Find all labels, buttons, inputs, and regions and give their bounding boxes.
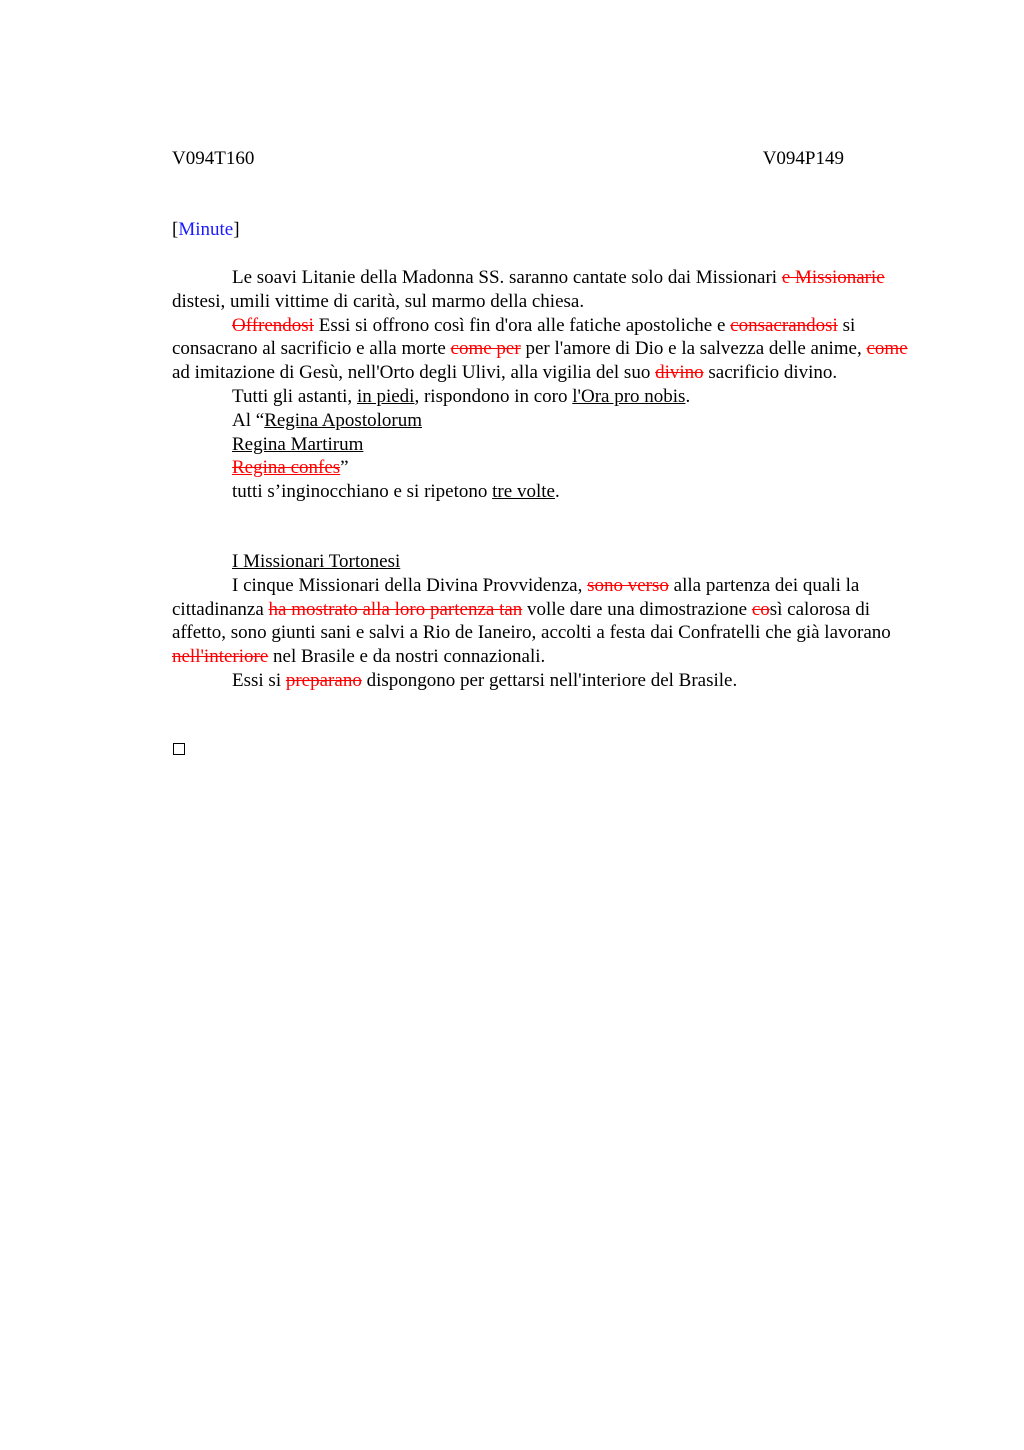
- deleted-text: co: [751, 598, 770, 620]
- litany-line-1: [172, 409, 924, 433]
- text-run: sì calorosa di affetto, sono giunti sani e salvi a Rio de Ianeiro, accolti a festa dai Confratelli che già lavorano: [172, 598, 891, 644]
- underlined-text: in piedi: [356, 385, 415, 407]
- document-code-left: V094T160: [172, 148, 255, 169]
- page-header: [172, 147, 844, 171]
- text-run: Le soavi Litanie della Madonna SS. saranno cantate solo dai Missionari: [232, 267, 782, 288]
- text-run: per l'amore di Dio e la salvezza delle anime,: [520, 338, 867, 360]
- checkbox-square-icon: [173, 743, 185, 755]
- text-run: I cinque Missionari della Divina Provvidenza,: [232, 574, 588, 596]
- document-body: [172, 266, 924, 693]
- minute-bracket-open: [: [172, 219, 179, 240]
- paragraph-brasil: [172, 669, 924, 693]
- paragraph-offering: [172, 314, 924, 385]
- text-run: .: [554, 481, 560, 503]
- underlined-text: Regina Apostolorum: [264, 409, 422, 431]
- text-run: volle dare una dimostrazione: [522, 598, 752, 620]
- deleted-text: nell'interiore: [172, 646, 269, 668]
- minute-link[interactable]: Minute: [178, 219, 234, 240]
- text-run: dispongono per gettarsi nell'interiore del Brasile.: [361, 669, 738, 691]
- underlined-text: l'Ora pro nobis: [572, 385, 686, 407]
- deleted-text: sono verso: [587, 574, 669, 596]
- section-spacer: [172, 504, 924, 550]
- deleted-text: come: [866, 338, 908, 360]
- paragraph-litanies: [172, 266, 924, 314]
- text-run: Tutti gli astanti,: [232, 385, 357, 407]
- text-run: si consacrano al sacrificio e alla morte: [172, 314, 856, 360]
- text-run: tutti s’inginocchiano e si ripetono: [232, 481, 493, 503]
- underlined-text: tre volte: [492, 481, 555, 503]
- text-run: ”: [340, 457, 349, 479]
- deleted-text: come per: [450, 338, 521, 360]
- deleted-text: consacrandosi: [730, 314, 838, 336]
- text-run: distesi, umili vittime di carità, sul marmo della chiesa.: [172, 290, 585, 312]
- deleted-text: Regina confes: [232, 457, 341, 479]
- text-run: ad imitazione di Gesù, nell'Orto degli Ulivi, alla vigilia del suo: [172, 362, 656, 384]
- minute-bracket-close: ]: [233, 219, 240, 240]
- text-run: Essi si offrono così fin d'ora alle fatiche apostoliche e: [313, 314, 731, 336]
- underlined-text: Regina Martirum: [232, 433, 364, 455]
- text-run: Essi si: [232, 669, 286, 691]
- deleted-text: Offrendosi: [232, 314, 314, 336]
- paragraph-attendees: [172, 385, 924, 409]
- deleted-text: ha mostrato alla loro partenza tan: [268, 598, 523, 620]
- paragraph-missionaries: [172, 574, 924, 669]
- underlined-text: I Missionari Tortonesi: [232, 550, 401, 572]
- text-run: alla partenza dei quali la cittadinanza: [172, 574, 860, 620]
- litany-line-2: [172, 433, 924, 457]
- section-title: [172, 550, 924, 574]
- document-code-right: V094P149: [762, 148, 844, 169]
- text-run: .: [685, 385, 691, 407]
- deleted-text: e Missionarie: [781, 267, 885, 288]
- text-run: Al “: [232, 409, 265, 431]
- deleted-text: divino: [655, 362, 704, 384]
- text-run: nel Brasile e da nostri connazionali.: [268, 646, 546, 668]
- text-run: sacrificio divino.: [703, 362, 838, 384]
- litany-line-4: [172, 480, 924, 504]
- litany-line-3: [172, 456, 924, 480]
- minute-label: [172, 218, 240, 242]
- deleted-text: preparano: [285, 669, 362, 691]
- text-run: , rispondono in coro: [414, 385, 573, 407]
